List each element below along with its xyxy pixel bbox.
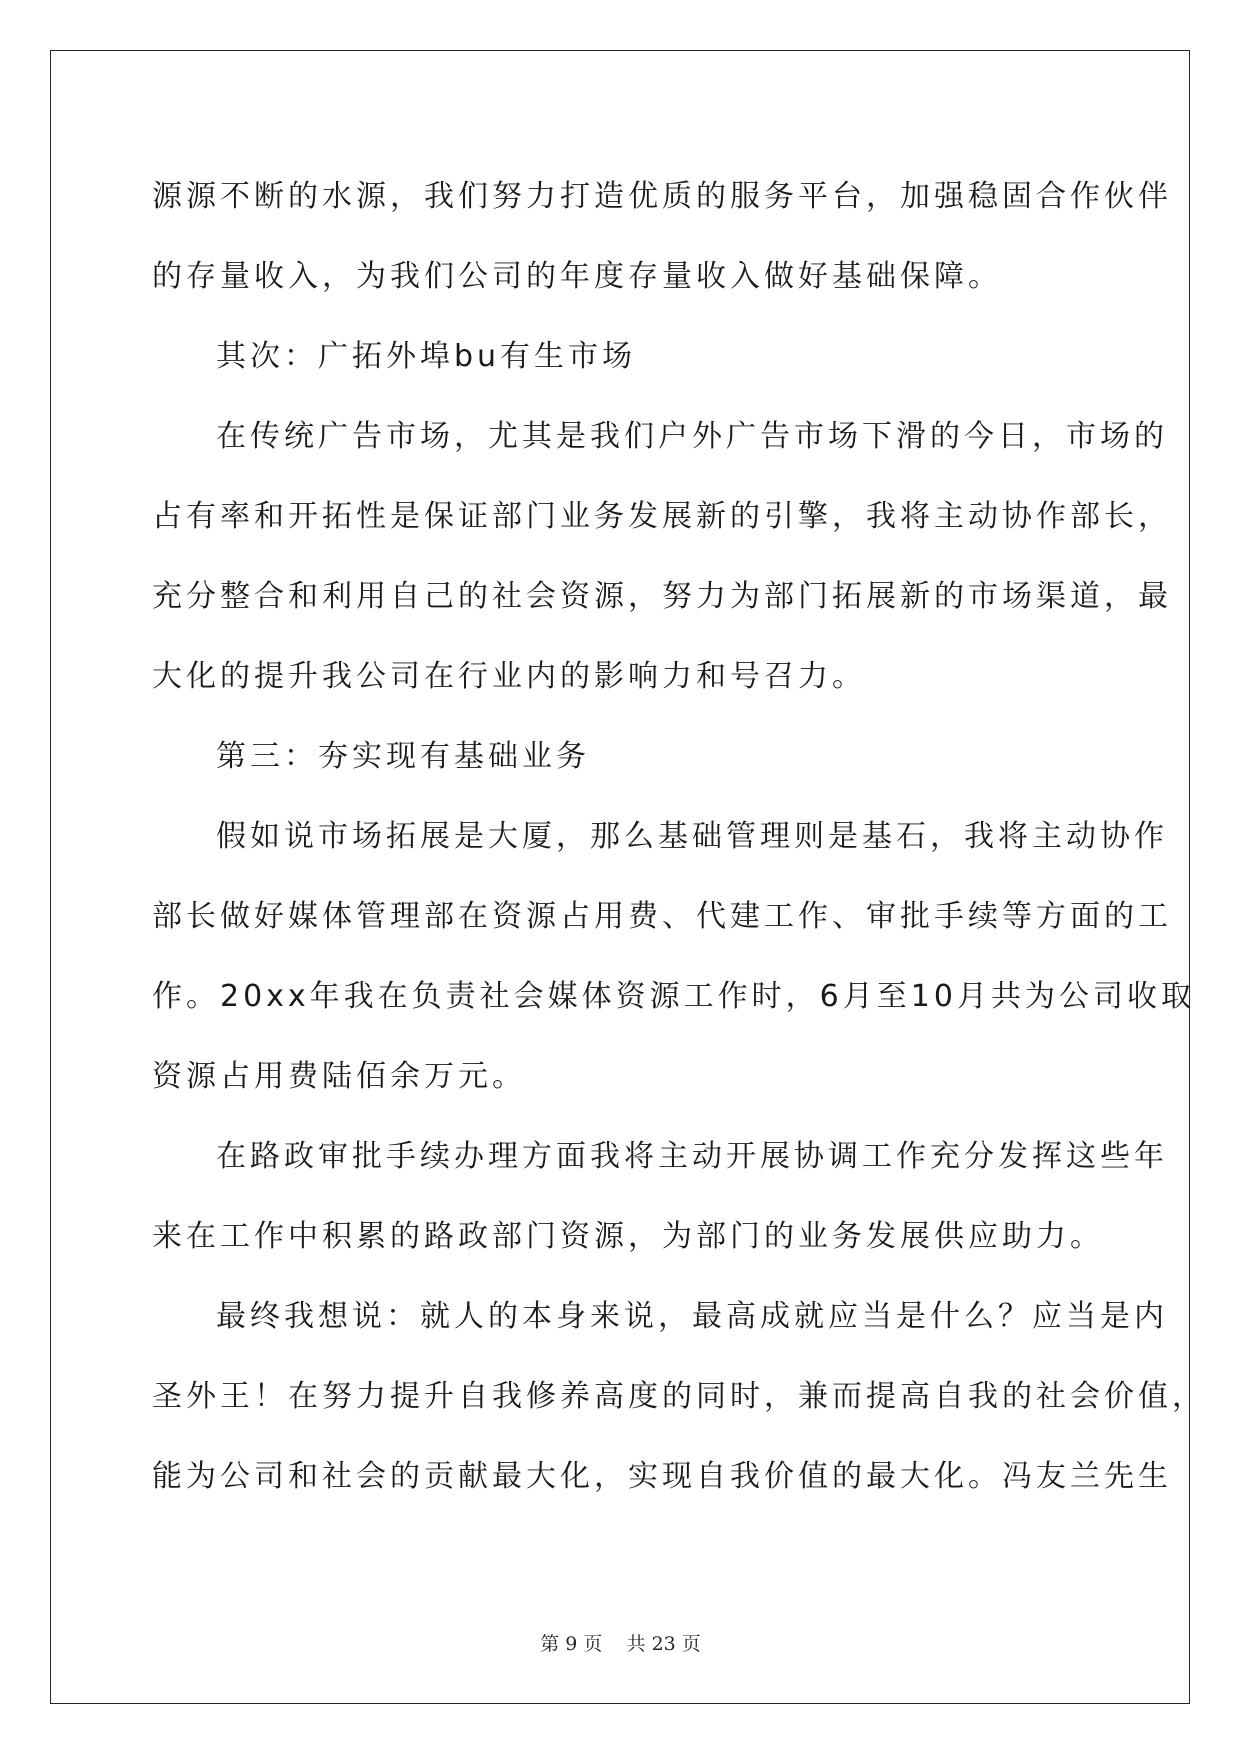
- text-line: 作。20xx年我在负责社会媒体资源工作时，6月至10月共为公司收取: [152, 979, 1195, 1014]
- text-line: 占有率和开拓性是保证部门业务发展新的引擎，我将主动协作部长，: [152, 499, 1172, 534]
- text-line: 假如说市场拓展是大厦，那么基础管理则是基石，我将主动协作: [216, 819, 1168, 854]
- text-line: 大化的提升我公司在行业内的影响力和号召力。: [152, 659, 866, 694]
- text-line: 充分整合和利用自己的社会资源，努力为部门拓展新的市场渠道，最: [152, 579, 1172, 614]
- page-footer: [0, 1632, 1241, 1656]
- text-line: 在传统广告市场，尤其是我们户外广告市场下滑的今日，市场的: [216, 419, 1168, 454]
- document-body: [152, 157, 1206, 1517]
- text-line: 来在工作中积累的路政部门资源，为部门的业务发展供应助力。: [152, 1219, 1104, 1254]
- text-line: 能为公司和社会的贡献最大化，实现自我价值的最大化。冯友兰先生: [152, 1459, 1172, 1494]
- text-line: 资源占用费陆佰余万元。: [152, 1059, 526, 1094]
- text-line: 圣外王！在努力提升自我修养高度的同时，兼而提高自我的社会价值，: [152, 1379, 1206, 1414]
- text-line: 第三：夯实现有基础业务: [216, 739, 590, 774]
- text-line: 其次：广拓外埠bu有生市场: [216, 339, 637, 374]
- text-line: 最终我想说：就人的本身来说，最高成就应当是什么？应当是内: [216, 1299, 1168, 1334]
- text-line: 的存量收入，为我们公司的年度存量收入做好基础保障。: [152, 259, 1002, 294]
- text-line: 部长做好媒体管理部在资源占用费、代建工作、审批手续等方面的工: [152, 899, 1172, 934]
- text-line: 源源不断的水源，我们努力打造优质的服务平台，加强稳固合作伙伴: [152, 179, 1172, 214]
- text-line: 在路政审批手续办理方面我将主动开展协调工作充分发挥这些年: [216, 1139, 1168, 1174]
- page-number: 第 9 页 共 23 页: [540, 1633, 701, 1655]
